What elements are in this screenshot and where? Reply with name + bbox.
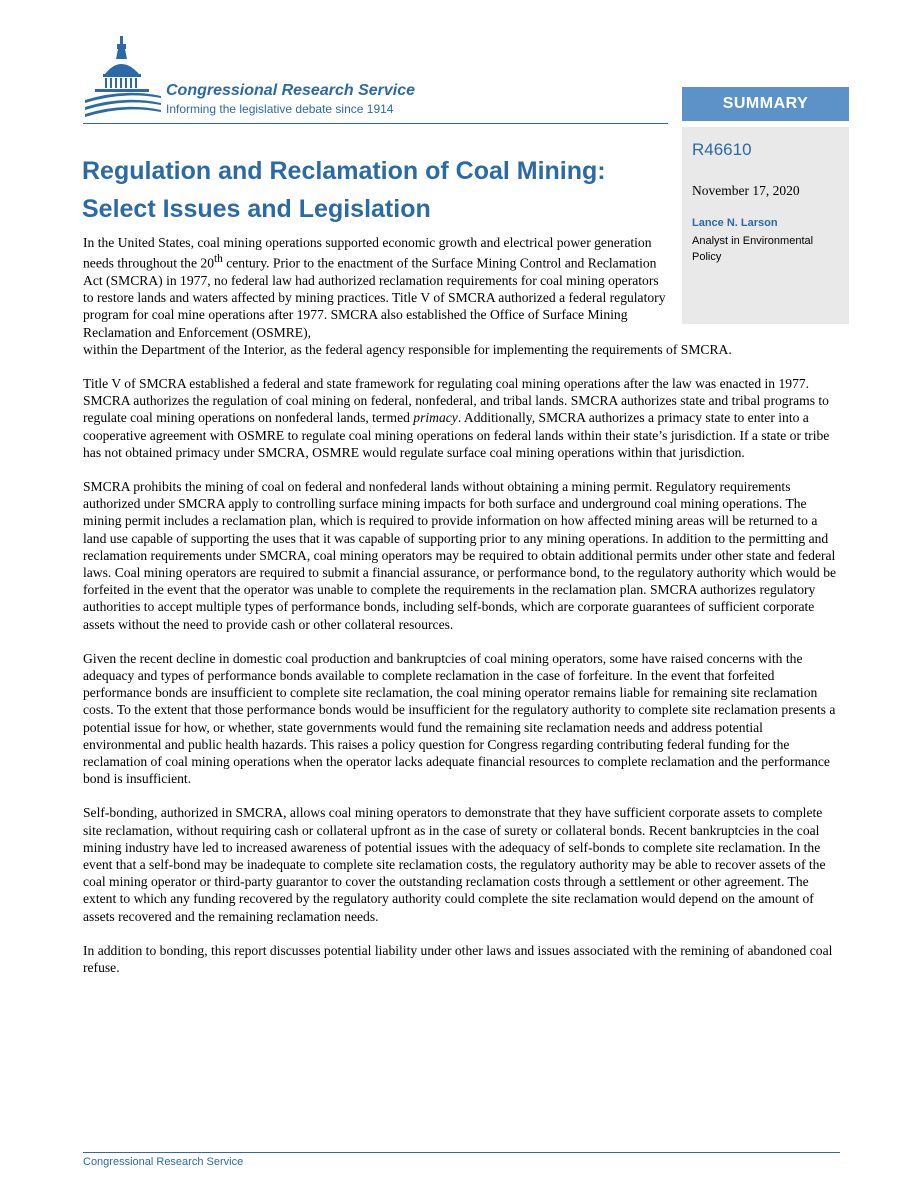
author-title: Analyst in Environmental Policy <box>692 235 814 263</box>
header-divider <box>83 123 668 124</box>
footer-org-name: Congressional Research Service <box>83 1156 244 1168</box>
paragraph-3: SMCRA prohibits the mining of coal on federal and nonfederal lands without obtaining a mining permit. Regulatory requirements authorized under SMCRA apply to controlling surface mining impacts for both surface and underground coal mining operations. The mining permit includes a reclamation plan, which is required to provide information on how affected mining areas will be returned to a land use capable of supporting the uses that it was capable of supporting prior to any mining operations. In addition to the permitting and reclamation requirements under SMCRA, coal mining operators may be required to obtain additional permits under other state and federal laws. Coal mining operators are required to submit a financial assurance, or performance bond, to the regulatory authority which would be forfeited in the event that the operator was unable to complete the requirements in the reclamation plan. SMCRA authorizes regulatory authorities to accept multiple types of performance bonds, including self-bonds, which are corporate guarantees of sufficient corporate assets without the need to provide cash or other collateral resources. <box>83 478 837 632</box>
title-line-2: Select Issues and Legislation <box>82 195 431 223</box>
paragraph-1-tail: within the Department of the Interior, as the federal agency responsible for implementing the requirements of SMCRA. <box>83 341 732 357</box>
title-line-1: Regulation and Reclamation of Coal Mining: <box>82 157 606 185</box>
summary-body <box>83 234 843 993</box>
paragraph-1-text: In the United States, coal mining operations supported economic growth and electrical power generation needs throughout the 20 <box>83 235 652 271</box>
paragraph-2-text: Title V of SMCRA established a federal and state framework for regulating coal mining operations after the law was enacted in 1977. SMCRA authorizes the regulation of coal mining on federal, nonfederal, and tribal lands. SMCRA authorizes state and tribal programs to regulate coal mining operations on nonfederal lands, termed <box>83 375 829 426</box>
report-number: R46610 <box>692 140 752 159</box>
paragraph-2 <box>83 375 843 461</box>
primacy-term: primacy <box>413 410 458 426</box>
paragraph-1 <box>83 234 668 341</box>
report-date: November 17, 2020 <box>692 183 800 198</box>
paragraph-2-text-cont: . Additionally, SMCRA authorizes a primacy state to enter into a cooperative agreement with OSMRE to regulate coal mining operations on federal lands within their state’s jurisdiction. If a state or tribe has not obtained primacy under SMCRA, OSMRE would regulate surface coal mining operations within that jurisdiction. <box>83 410 830 460</box>
footer-divider <box>83 1152 840 1153</box>
page-title <box>82 152 672 228</box>
paragraph-6: In addition to bonding, this report discusses potential liability under other laws and issues associated with the remining of abandoned coal refuse. <box>83 942 833 976</box>
summary-tab: SUMMARY <box>682 87 849 121</box>
ordinal-suffix: th <box>214 253 223 266</box>
capitol-dome-icon <box>83 34 163 124</box>
paragraph-4: Given the recent decline in domestic coal production and bankruptcies of coal mining operators, some have raised concerns with the adequacy and types of performance bonds available to complete reclamation in the case of forfeiture. In the event that forfeited performance bonds are insufficient to complete site reclamation, the coal mining operator remains liable for remaining site reclamation costs. To the extent that those performance bonds would be insufficient for the regulatory authority to complete site reclamation presents a potential issue for how, or whether, state governments would fund the remaining site reclamation needs and address potential environmental and public health hazards. This raises a policy question for Congress regarding contributing federal funding for the reclamation of coal mining operations when the operator lacks adequate financial resources to complete reclamation and the performance bond is insufficient. <box>83 650 836 787</box>
org-tagline: Informing the legislative debate since 1914 <box>166 102 394 116</box>
org-name: Congressional Research Service <box>166 82 416 99</box>
paragraph-1-text-cont: century. Prior to the enactment of the Surface Mining Control and Reclamation Act (SMCRA) in 1977, no federal law had authorized reclamation requirements for coal mining operators to restore lands and waters affected by mining practices. Title V of SMCRA authorized a federal regulatory program for coal mine operations after 1977. SMCRA also established the Office of Surface Mining Reclamation and Enforcement (OSMRE), <box>83 255 666 340</box>
author-name: Lance N. Larson <box>692 217 778 229</box>
paragraph-5: Self-bonding, authorized in SMCRA, allows coal mining operators to demonstrate that they have sufficient corporate assets to complete site reclamation, without requiring cash or collateral upfront as in the case of surety or collateral bonds. Recent bankruptcies in the coal mining industry have led to increased awareness of potential issues with the adequacy of self-bonds to complete site reclamation. In the event that a self-bond may be inadequate to complete site reclamation costs, the regulatory authority may be able to recover assets of the coal mining operator or third-party guarantor to cover the outstanding reclamation costs through a settlement or other agreement. The extent to which any funding recovered by the regulatory authority could complete the site reclamation would depend on the amount of assets recovered and the remaining reclamation needs. <box>83 805 826 924</box>
